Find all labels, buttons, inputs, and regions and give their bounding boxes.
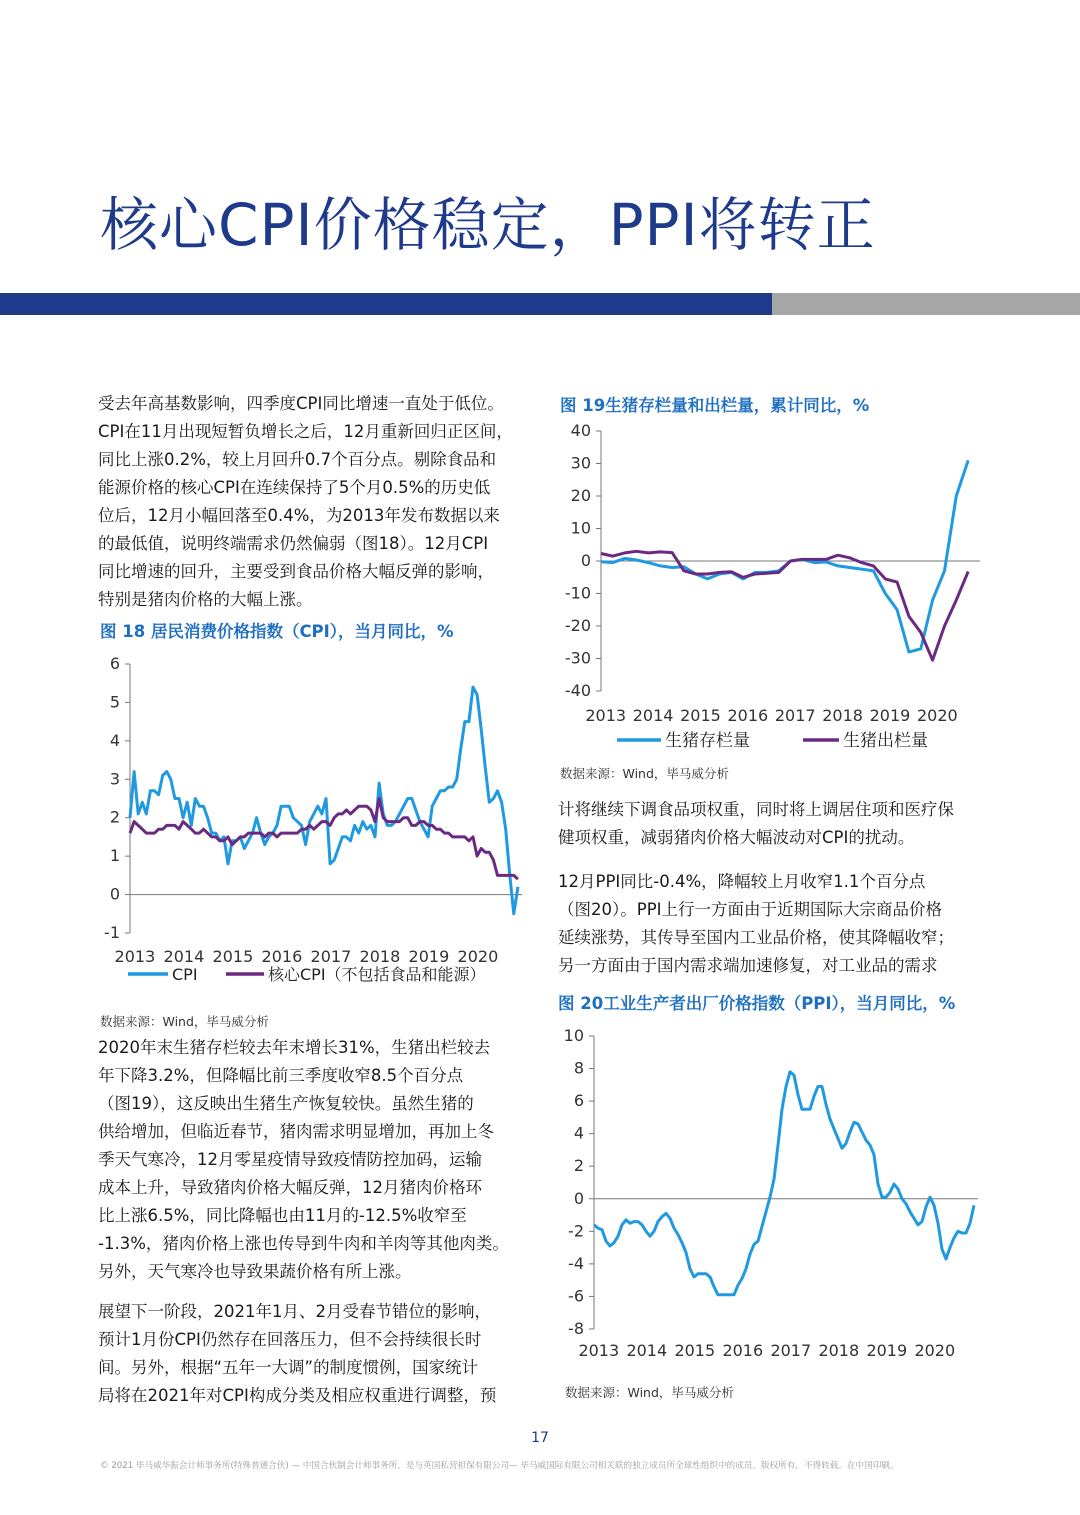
y-tick-label: -10 (564, 583, 591, 603)
legend-label-0: CPI (172, 965, 198, 984)
title-bar-gray (772, 293, 1080, 315)
legend-label-1: 生猪出栏量 (843, 731, 928, 751)
y-tick-label: 0 (580, 551, 591, 570)
y-tick-label: 4 (573, 1123, 584, 1143)
fig19-source: 数据来源：Wind，毕马威分析 (560, 766, 729, 781)
text-line: 局将在2021年对CPI构成分类及相应权重进行调整，预 (98, 1386, 497, 1405)
x-tick-label: 2016 (261, 947, 303, 966)
text-line: 预计1月份CPI仍然存在回落压力，但不会持续很长时 (98, 1330, 482, 1349)
x-tick-label: 2016 (722, 1341, 764, 1360)
x-tick-label: 2018 (822, 706, 863, 725)
fig20-source: 数据来源：Wind，毕马威分析 (565, 1385, 734, 1400)
text-line: 季天气寒冷，12月零星疫情导致疫情防控加码，运输 (98, 1150, 482, 1169)
text-line: 另一方面由于国内需求端加速修复，对工业品的需求 (558, 956, 938, 975)
fig20-title: 图 20工业生产者出厂价格指数（PPI），当月同比，% (558, 994, 956, 1013)
x-tick-label: 2017 (774, 706, 816, 725)
x-tick-label: 2014 (626, 1341, 668, 1360)
x-tick-label: 2020 (914, 1341, 956, 1360)
text-line: 成本上升，导致猪肉价格大幅反弹，12月猪肉价格环 (98, 1178, 482, 1197)
y-tick-label: 40 (570, 421, 591, 440)
y-tick-label: 4 (109, 730, 120, 750)
y-tick-label: 10 (563, 1026, 584, 1045)
text-line: 能源价格的核心CPI在连续保持了5个月0.5%的历史低 (98, 478, 491, 497)
y-tick-label: -6 (568, 1286, 584, 1306)
page-title: 核心CPI价格稳定，PPI将转正 (100, 191, 876, 259)
footer-copyright: © 2021 毕马威华振会计师事务所(特殊普通合伙) — 中国合伙制会计师事务所，是与英国私营担保有限公司— 毕马威国际有限公司相关联的独立成员所全球性组织中的成员。版权所有，不得转载。在中国印刷。 (100, 1461, 899, 1471)
y-tick-label: -20 (564, 616, 591, 635)
text-line: 计将继续下调食品项权重，同时将上调居住项和医疗保 (558, 800, 954, 819)
y-tick-label: 30 (570, 453, 591, 473)
paragraph-5 (558, 868, 954, 980)
legend-label-1: 核心CPI（不包括食品和能源） (268, 965, 486, 984)
y-tick-label: 8 (573, 1058, 584, 1078)
text-line: 供给增加，但临近春节，猪肉需求明显增加，再加上冬 (98, 1122, 494, 1141)
y-tick-label: 2 (109, 807, 120, 827)
x-tick-label: 2020 (917, 706, 958, 725)
text-line: （图20）。PPI上行一方面由于近期国际大宗商品价格 (558, 900, 943, 919)
x-tick-label: 2013 (585, 706, 627, 725)
y-tick-label: -8 (568, 1319, 584, 1338)
y-tick-label: 6 (573, 1091, 584, 1111)
x-tick-label: 2013 (578, 1341, 620, 1360)
series-line-0 (130, 687, 518, 914)
text-line: -1.3%，猪肉价格上涨也传导到牛肉和羊肉等其他肉类。 (98, 1234, 509, 1253)
text-line: 健项权重，减弱猪肉价格大幅波动对CPI的扰动。 (558, 828, 915, 847)
x-tick-label: 2019 (408, 947, 450, 966)
fig20-chart (550, 1022, 980, 1367)
x-tick-label: 2016 (727, 706, 769, 725)
text-line: CPI在11月出现短暂负增长之后，12月重新回归正区间， (98, 422, 513, 441)
text-line: 间。另外，根据“五年一大调”的制度惯例，国家统计 (98, 1358, 479, 1377)
x-tick-label: 2017 (770, 1341, 812, 1360)
y-tick-label: 5 (109, 692, 120, 712)
text-line: 2020年末生猪存栏较去年末增长31%，生猪出栏较去 (98, 1038, 491, 1057)
title-bar-blue (0, 293, 772, 315)
text-line: 同比增速的回升，主要受到食品价格大幅反弹的影响， (98, 562, 494, 581)
x-tick-label: 2019 (869, 706, 911, 725)
y-tick-label: 6 (109, 654, 120, 673)
x-tick-label: 2015 (212, 947, 254, 966)
fig18-chart (90, 650, 530, 995)
paragraph-3 (98, 1298, 496, 1410)
fig18-source: 数据来源：Wind，毕马威分析 (100, 1014, 269, 1029)
series-line-0 (594, 1072, 974, 1295)
text-line: 比上涨6.5%，同比降幅也由11月的-12.5%收窄至 (98, 1206, 467, 1225)
y-tick-label: 2 (573, 1156, 584, 1176)
text-line: 受去年高基数影响，四季度CPI同比增速一直处于低位。 (98, 394, 504, 413)
x-tick-label: 2015 (674, 1341, 716, 1360)
text-line: 延续涨势，其传导至国内工业品价格，使其降幅收窄； (558, 928, 954, 947)
fig18-title: 图 18 居民消费价格指数（CPI），当月同比，% (100, 622, 454, 641)
x-tick-label: 2014 (163, 947, 205, 966)
x-tick-label: 2017 (310, 947, 352, 966)
text-line: 年下降3.2%，但降幅比前三季度收窄8.5个百分点 (98, 1066, 464, 1085)
y-tick-label: -4 (568, 1253, 584, 1273)
fig19-title: 图 19生猪存栏量和出栏量，累计同比，% (560, 396, 870, 415)
text-line: （图19），这反映出生猪生产恢复较快。虽然生猪的 (98, 1094, 474, 1113)
x-tick-label: 2019 (866, 1341, 908, 1360)
series-line-1 (601, 551, 968, 660)
y-tick-label: 3 (109, 769, 120, 789)
legend-label-0: 生猪存栏量 (665, 731, 750, 751)
x-tick-label: 2013 (114, 947, 156, 966)
text-line: 的最低值，说明终端需求仍然偏弱（图18）。12月CPI (98, 534, 489, 553)
y-tick-label: -30 (564, 648, 591, 668)
text-line: 展望下一阶段，2021年1月、2月受春节错位的影响， (98, 1302, 491, 1321)
paragraph-4 (558, 796, 954, 852)
y-tick-label: 0 (109, 884, 120, 904)
paragraph-2 (98, 1034, 509, 1286)
x-tick-label: 2018 (359, 947, 401, 966)
y-tick-label: 0 (573, 1188, 584, 1208)
fig19-chart (555, 420, 985, 755)
page-number: 17 (531, 1430, 549, 1446)
x-tick-label: 2015 (680, 706, 721, 725)
y-tick-label: -1 (104, 923, 120, 942)
text-line: 同比上涨0.2%，较上月回升0.7个百分点。剔除食品和 (98, 450, 497, 469)
paragraph-1 (98, 390, 513, 614)
text-line: 特别是猪肉价格的大幅上涨。 (98, 590, 313, 609)
x-tick-label: 2020 (457, 947, 499, 966)
text-line: 位后，12月小幅回落至0.4%，为2013年发布数据以来 (98, 506, 500, 525)
x-tick-label: 2014 (632, 706, 674, 725)
text-line: 12月PPI同比-0.4%，降幅较上月收窄1.1个百分点 (558, 872, 926, 891)
y-tick-label: -40 (564, 681, 591, 700)
text-line: 另外，天气寒冷也导致果蔬价格有所上涨。 (98, 1262, 412, 1281)
x-tick-label: 2018 (818, 1341, 860, 1360)
y-tick-label: 1 (109, 846, 120, 866)
y-tick-label: 10 (570, 518, 591, 538)
y-tick-label: 20 (570, 486, 591, 505)
y-tick-label: -2 (568, 1221, 584, 1241)
